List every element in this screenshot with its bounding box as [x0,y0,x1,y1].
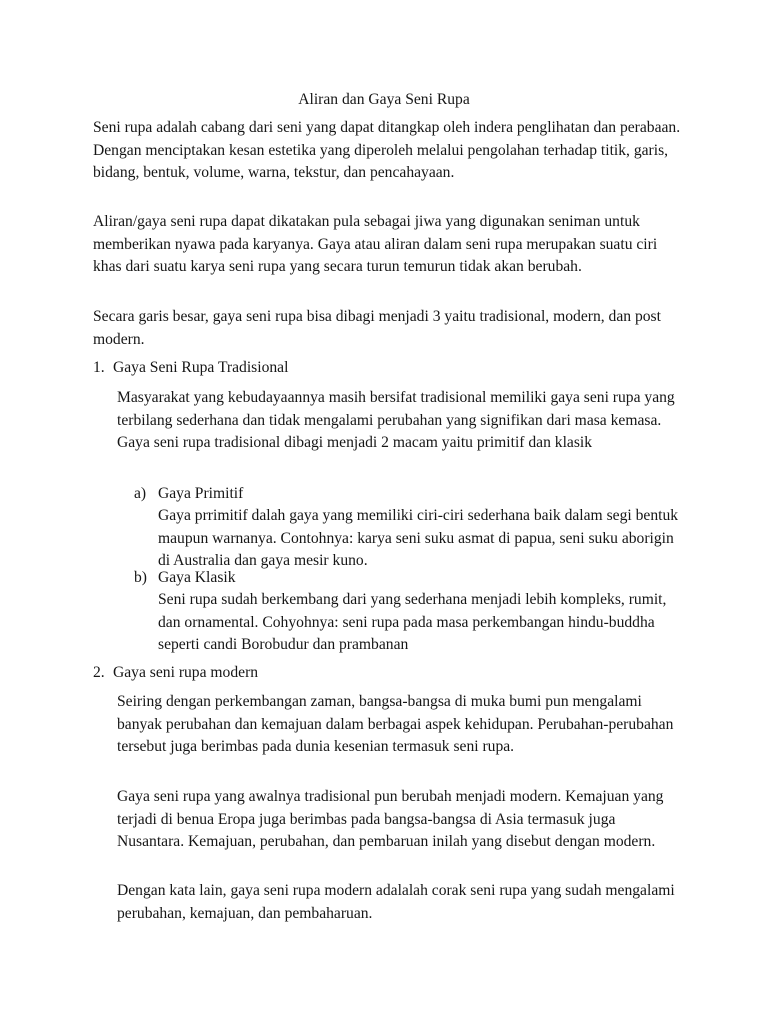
subitem-title: Gaya Primitif [158,485,244,502]
section-paragraph: Dengan kata lain, gaya seni rupa modern adalalah corak seni rupa yang sudah mengalami perubahan, kemajuan, dan pembaharuan. [117,882,675,922]
section-paragraph: Gaya seni rupa yang awalnya tradisional pun berubah menjadi modern. Kemajuan yang terjadi di benua Eropa juga berimbas pada bangsa-bangsa di Asia termasuk juga Nusantara. Kemajuan, perubahan, dan pembaruan inilah yang disebut dengan modern. [117,788,664,850]
subitem-text: Seni rupa sudah berkembang dari yang sederhana menjadi lebih kompleks, rumit, dan ornamental. Cohyohnya: seni rupa pada masa perkembangan hindu-buddha seperti candi Borobudur dan prambanan [158,591,667,653]
section-paragraph: Seiring dengan perkembangan zaman, bangsa-bangsa di muka bumi pun mengalami banyak perubahan dan kemajuan dalam berbagai aspek kehidupan. Perubahan-perubahan tersebut juga berimbas pada dunia kesenian termasuk seni rupa. [117,693,674,755]
subitem-title: Gaya Klasik [158,569,236,586]
section-heading: Gaya Seni Rupa Tradisional [113,359,289,376]
subitem-letter: a) [134,485,147,502]
section-paragraph: Masyarakat yang kebudayaannya masih bersifat tradisional memiliki gaya seni rupa yang terbilang sederhana dan tidak mengalami perubahan yang signifikan dari masa kemasa. Gaya seni rupa tradisional dibagi menjadi 2 macam yaitu primitif dan klasik [117,389,675,451]
subitem-letter: b) [134,569,147,586]
page-title: Aliran dan Gaya Seni Rupa [298,91,470,108]
section-number: 2. [93,664,105,681]
subitem-text: Gaya prrimitif dalah gaya yang memiliki ciri-ciri sederhana baik dalam segi bentuk maupun warnanya. Contohnya: karya seni suku asmat di papua, seni suku aborigin di Australia dan gaya mesir kuno. [158,507,679,569]
intro-paragraph-1: Seni rupa adalah cabang dari seni yang dapat ditangkap oleh indera penglihatan dan perabaan. Dengan menciptakan kesan estetika yang diperoleh melalui pengolahan terhadap titik, garis, bidang, bentuk, volume, warna, tekstur, dan pencahayaan. [93,119,681,181]
section-number: 1. [93,359,105,376]
intro-paragraph-3: Secara garis besar, gaya seni rupa bisa dibagi menjadi 3 yaitu tradisional, modern, dan post modern. [93,308,661,348]
section-heading: Gaya seni rupa modern [113,664,259,681]
intro-paragraph-2: Aliran/gaya seni rupa dapat dikatakan pula sebagai jiwa yang digunakan seniman untuk memberikan nyawa pada karyanya. Gaya atau aliran dalam seni rupa merupakan suatu ciri khas dari suatu karya seni rupa yang secara turun temurun tidak akan berubah. [93,213,658,275]
